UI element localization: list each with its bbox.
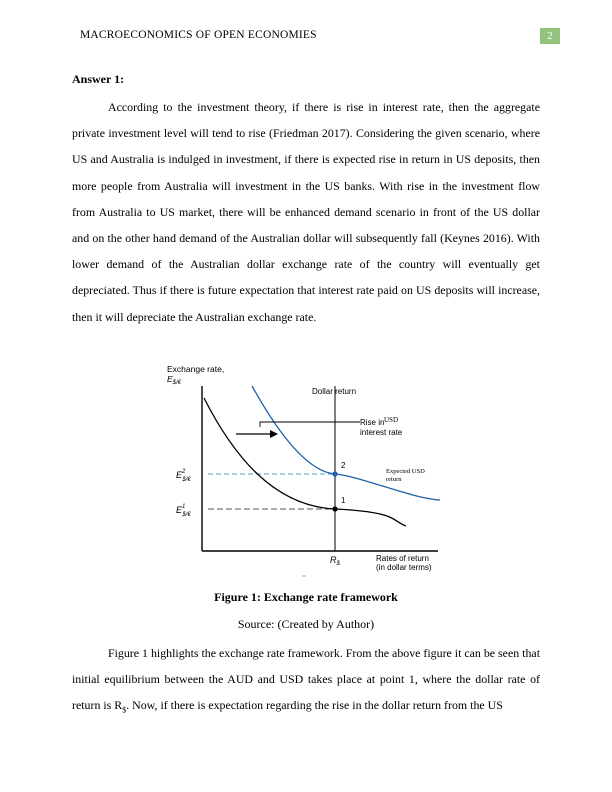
section-heading: Answer 1: xyxy=(72,72,125,86)
shift-label-line1: Rise in xyxy=(360,418,385,427)
figure-source: Source: (Created by Author) xyxy=(237,617,375,631)
point-2-label: 2 xyxy=(341,461,346,470)
exchange-rate-figure xyxy=(160,358,456,580)
curve-label-line2: return xyxy=(386,476,402,483)
paragraph-2-sub: $ xyxy=(122,705,127,715)
shift-arrow-head-icon xyxy=(270,430,278,438)
body-paragraph-1: According to the investment theory, if there is rise in interest rate, then the aggregate private investment level will tend to rise (Friedman 2017). Considering the given scenario, where US and Australia is indulged in investment, if there is expected rise in return in US deposits, then more people from Australia will investment in the US banks. With rise in the investment flow from Australia to US market, there will be enhanced demand scenario in front of the US dollar and on the other hand demand of the Australian dollar will subsequently fall (Keynes 2016). With lower demand of the Australian dollar exchange rate of the country will eventually get depreciated. Thus if there is future expectation that interest rate paid on US deposits will increase, then it will depreciate the Australian exchange rate. xyxy=(72,100,540,324)
x-tick-rs: $R_{\$}$ xyxy=(330,555,340,567)
running-header: MACROECONOMICS OF OPEN ECONOMIES xyxy=(80,29,317,41)
dollar-return-label: Dollar return xyxy=(312,387,357,396)
x-axis-label-line2: (in dollar terms) xyxy=(376,563,432,572)
paragraph-2-start: Figure 1 highlights the exchange rate framework. From the above figure it can be seen that initial equilibrium between the AUD and USD takes place at point 1, where the dollar rate of return is R xyxy=(72,646,540,713)
y-tick-e2: $E^2$ $/€ xyxy=(176,469,191,483)
usd-return-curve xyxy=(252,386,440,500)
x-axis-label-line1: Rates of return xyxy=(376,554,429,563)
point-1-label: 1 xyxy=(341,496,346,505)
y-tick-e1: $E^1$ $/€ xyxy=(176,504,191,518)
equilibrium-point-1 xyxy=(332,506,337,511)
equilibrium-point-2 xyxy=(332,471,337,476)
curve-label-line1: Expected USD xyxy=(386,468,425,475)
page-number: 2 xyxy=(540,28,560,44)
shift-label-line2: interest rate xyxy=(360,428,403,437)
paragraph-2-end: . Now, if there is expectation regarding the rise in the dollar return from the US xyxy=(126,698,503,713)
y-axis-symbol: $E_{\$/€}$ xyxy=(167,374,182,386)
shift-label-usd: USD xyxy=(384,416,399,424)
y-axis-label: Exchange rate, xyxy=(167,364,225,374)
body-paragraph-2 xyxy=(72,640,540,724)
figure-caption: Figure 1: Exchange rate framework xyxy=(214,590,398,604)
